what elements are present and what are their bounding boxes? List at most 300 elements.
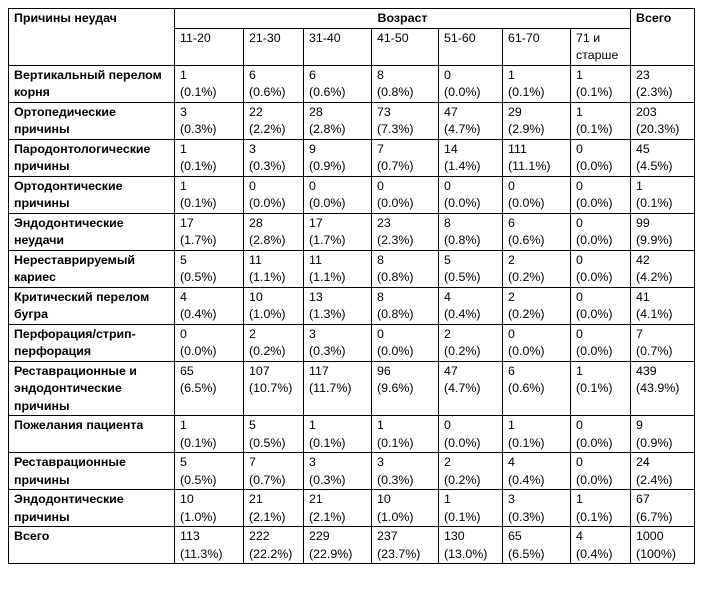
- count-value: 4: [576, 529, 583, 543]
- table-row: [9, 139, 695, 176]
- percent-value: (0.5%): [249, 435, 286, 450]
- row-total-cell: [631, 490, 695, 527]
- table-row: [9, 213, 695, 250]
- count-value: 0: [508, 178, 515, 193]
- table-row: [9, 250, 695, 287]
- count-value: 17: [309, 215, 323, 230]
- count-value: 3: [249, 141, 256, 156]
- age-group-cell: [439, 139, 503, 176]
- row-total-cell: [631, 453, 695, 490]
- age-group-cell: [503, 490, 571, 527]
- table-row: [9, 65, 695, 102]
- count-value: 0: [576, 326, 583, 341]
- age-group-cell: [175, 453, 244, 490]
- age-group-cell: [304, 361, 372, 416]
- count-value: 4: [508, 455, 515, 469]
- count-value: 203: [636, 104, 657, 119]
- percent-value: (0.3%): [508, 509, 545, 524]
- count-value: 6: [508, 363, 515, 378]
- age-group-cell: [175, 65, 244, 102]
- age-group-cell: [175, 361, 244, 416]
- age-group-cell: [304, 65, 372, 102]
- count-value: 1: [576, 492, 583, 506]
- percent-value: (6.7%): [636, 509, 673, 524]
- percent-value: (0.1%): [576, 122, 613, 136]
- count-value: 3: [309, 455, 316, 469]
- count-value: 2: [508, 252, 515, 267]
- age-group-cell: [503, 361, 571, 416]
- count-value: 2: [249, 326, 256, 341]
- age-group-cell: [439, 176, 503, 213]
- percent-value: (4.1%): [636, 307, 673, 321]
- percent-value: (0.4%): [508, 472, 545, 487]
- percent-value: (4.5%): [636, 159, 673, 173]
- count-value: 73: [377, 104, 391, 119]
- count-value: 0: [576, 215, 583, 230]
- percent-value: (0.0%): [576, 270, 613, 284]
- count-value: 1: [180, 67, 187, 82]
- count-value: 1: [444, 492, 451, 506]
- age-group-cell: [372, 287, 439, 324]
- percent-value: (0.3%): [309, 472, 346, 487]
- age-group-cell: [503, 176, 571, 213]
- failure-reason-label: Ортопедические причины: [9, 102, 175, 139]
- percent-value: (22.9%): [309, 546, 353, 561]
- percent-value: (0.1%): [636, 196, 673, 210]
- percent-value: (0.0%): [180, 344, 217, 358]
- percent-value: (0.0%): [377, 196, 414, 210]
- count-value: 0: [377, 178, 384, 193]
- percent-value: (0.0%): [508, 196, 545, 210]
- count-value: 0: [249, 178, 256, 193]
- age-group-cell: [372, 361, 439, 416]
- row-total-cell: [631, 416, 695, 453]
- percent-value: (0.1%): [508, 85, 545, 99]
- age-group-cell: [304, 139, 372, 176]
- age-group-cell: [571, 176, 631, 213]
- count-value: 0: [180, 326, 187, 341]
- table-row: [9, 490, 695, 527]
- age-group-cell: [439, 416, 503, 453]
- percent-value: (0.6%): [309, 85, 346, 99]
- table-row: [9, 361, 695, 416]
- row-total-cell: [631, 287, 695, 324]
- percent-value: (0.8%): [377, 270, 414, 284]
- age-group-cell: [571, 287, 631, 324]
- percent-value: (11.1%): [508, 159, 551, 173]
- percent-value: (0.1%): [444, 509, 481, 524]
- percent-value: (1.7%): [309, 233, 346, 247]
- count-value: 1: [180, 418, 187, 432]
- count-value: 1: [180, 178, 187, 193]
- count-value: 3: [508, 492, 515, 506]
- percent-value: (13.0%): [444, 546, 488, 561]
- percent-value: (1.3%): [309, 307, 346, 321]
- failure-reason-label: Эндодонтические неудачи: [9, 213, 175, 250]
- reason-column-header: Причины неудач: [9, 9, 175, 66]
- count-value: 111: [508, 141, 527, 156]
- count-value: 222: [249, 529, 270, 543]
- percent-value: (1.1%): [309, 270, 346, 284]
- age-group-cell: [439, 490, 503, 527]
- percent-value: (0.0%): [576, 307, 613, 321]
- percent-value: (0.3%): [309, 344, 346, 358]
- count-value: 0: [444, 67, 451, 82]
- percent-value: (11.7%): [309, 381, 352, 395]
- percent-value: (0.3%): [180, 122, 217, 136]
- percent-value: (0.1%): [309, 435, 346, 450]
- count-value: 1: [576, 67, 583, 82]
- age-group-cell: [304, 213, 372, 250]
- count-value: 8: [377, 252, 384, 267]
- age-range-header: 51-60: [439, 28, 503, 65]
- count-value: 1: [508, 67, 515, 82]
- percent-value: (0.4%): [444, 307, 481, 321]
- percent-value: (0.2%): [249, 344, 286, 358]
- percent-value: (9.6%): [377, 381, 414, 395]
- percent-value: (0.1%): [180, 85, 217, 99]
- count-value: 5: [249, 418, 256, 432]
- table-row: [9, 324, 695, 361]
- percent-value: (43.9%): [636, 381, 680, 395]
- percent-value: (2.8%): [249, 233, 286, 247]
- count-value: 47: [444, 104, 458, 119]
- failure-reason-label: Пародонтологические причины: [9, 139, 175, 176]
- age-group-cell: [503, 324, 571, 361]
- percent-value: (0.1%): [576, 85, 613, 99]
- percent-value: (0.8%): [377, 307, 414, 321]
- age-group-cell: [175, 416, 244, 453]
- count-value: 45: [636, 141, 650, 156]
- percent-value: (22.2%): [249, 546, 293, 561]
- percent-value: (0.0%): [508, 344, 545, 358]
- percent-value: (0.3%): [249, 159, 286, 173]
- failure-reason-label: Критический перелом бугра: [9, 287, 175, 324]
- percent-value: (2.3%): [636, 85, 673, 99]
- percent-value: (4.7%): [444, 122, 481, 136]
- age-group-cell: [571, 453, 631, 490]
- percent-value: (2.9%): [508, 122, 545, 136]
- age-group-cell: [175, 176, 244, 213]
- percent-value: (4.7%): [444, 381, 481, 395]
- count-value: 28: [309, 104, 323, 119]
- table-body: [9, 65, 695, 564]
- count-value: 10: [377, 492, 391, 506]
- percent-value: (0.2%): [508, 307, 545, 321]
- age-group-cell: [372, 250, 439, 287]
- count-value: 65: [180, 363, 194, 378]
- percent-value: (0.1%): [180, 196, 217, 210]
- count-value: 130: [444, 529, 465, 543]
- age-group-cell: [304, 453, 372, 490]
- percent-value: (100%): [636, 546, 676, 561]
- percent-value: (2.1%): [309, 509, 346, 524]
- percent-value: (2.8%): [309, 122, 346, 136]
- failure-reason-label: Пожелания пациента: [9, 416, 175, 453]
- age-group-cell: [571, 416, 631, 453]
- count-value: 8: [377, 67, 384, 82]
- age-group-cell: [244, 527, 304, 564]
- age-range-header: 41-50: [372, 28, 439, 65]
- count-value: 7: [377, 141, 384, 156]
- percent-value: (0.0%): [576, 344, 613, 358]
- age-group-header: Возраст: [175, 9, 631, 29]
- count-value: 0: [576, 252, 583, 267]
- age-group-cell: [244, 65, 304, 102]
- failure-reason-label: Реставрационные и эндодонтические причины: [9, 361, 175, 416]
- percent-value: (0.1%): [180, 435, 217, 450]
- age-group-cell: [304, 176, 372, 213]
- age-group-cell: [439, 65, 503, 102]
- age-group-cell: [503, 213, 571, 250]
- percent-value: (9.9%): [636, 233, 673, 247]
- percent-value: (0.2%): [508, 270, 545, 284]
- percent-value: (0.0%): [444, 196, 481, 210]
- age-group-cell: [244, 453, 304, 490]
- percent-value: (0.9%): [636, 435, 673, 450]
- count-value: 0: [444, 418, 451, 432]
- age-group-cell: [503, 65, 571, 102]
- count-value: 99: [636, 215, 650, 230]
- age-group-cell: [175, 139, 244, 176]
- percent-value: (0.4%): [180, 307, 217, 321]
- row-total-cell: [631, 527, 695, 564]
- failure-reasons-table: [8, 8, 695, 564]
- count-value: 0: [576, 141, 583, 156]
- age-group-cell: [372, 102, 439, 139]
- table-row: [9, 453, 695, 490]
- percent-value: (0.5%): [180, 270, 217, 284]
- age-group-cell: [439, 250, 503, 287]
- age-group-cell: [372, 416, 439, 453]
- percent-value: (0.0%): [576, 435, 613, 450]
- percent-value: (0.0%): [444, 435, 481, 450]
- age-group-cell: [175, 324, 244, 361]
- count-value: 0: [576, 289, 583, 304]
- count-value: 8: [444, 215, 451, 230]
- age-group-cell: [571, 324, 631, 361]
- count-value: 2: [444, 326, 451, 341]
- percent-value: (1.0%): [249, 307, 286, 321]
- row-total-cell: [631, 102, 695, 139]
- percent-value: (1.7%): [180, 233, 217, 247]
- percent-value: (23.7%): [377, 546, 421, 561]
- count-value: 10: [180, 492, 194, 506]
- count-value: 5: [180, 252, 187, 267]
- percent-value: (0.1%): [576, 509, 613, 524]
- percent-value: (2.3%): [377, 233, 414, 247]
- percent-value: (0.2%): [444, 472, 481, 487]
- percent-value: (7.3%): [377, 122, 414, 136]
- age-group-cell: [503, 416, 571, 453]
- percent-value: (2.1%): [249, 509, 286, 524]
- age-group-cell: [372, 453, 439, 490]
- count-value: 67: [636, 492, 650, 506]
- count-value: 17: [180, 215, 194, 230]
- count-value: 96: [377, 363, 391, 378]
- count-value: 47: [444, 363, 458, 378]
- percent-value: (1.4%): [444, 159, 481, 173]
- count-value: 7: [636, 326, 643, 341]
- age-group-cell: [304, 287, 372, 324]
- percent-value: (0.4%): [576, 546, 613, 561]
- count-value: 1: [309, 418, 316, 432]
- age-group-cell: [571, 65, 631, 102]
- failure-reason-label: Нереставрируемый кариес: [9, 250, 175, 287]
- age-group-cell: [304, 416, 372, 453]
- count-value: 65: [508, 529, 522, 543]
- age-group-cell: [372, 490, 439, 527]
- percent-value: (0.7%): [249, 472, 286, 487]
- percent-value: (6.5%): [508, 546, 545, 561]
- count-value: 0: [309, 178, 316, 193]
- age-group-cell: [503, 527, 571, 564]
- table-row: [9, 527, 695, 564]
- age-group-cell: [503, 250, 571, 287]
- table-row: [9, 416, 695, 453]
- percent-value: (0.0%): [576, 196, 613, 210]
- row-total-cell: [631, 361, 695, 416]
- percent-value: (0.1%): [508, 435, 545, 450]
- count-value: 9: [636, 418, 643, 432]
- percent-value: (4.2%): [636, 270, 673, 284]
- failure-reason-label: Всего: [9, 527, 175, 564]
- count-value: 3: [180, 104, 187, 119]
- age-group-cell: [175, 250, 244, 287]
- age-group-cell: [439, 324, 503, 361]
- percent-value: (0.3%): [377, 472, 414, 487]
- count-value: 0: [444, 178, 451, 193]
- percent-value: (20.3%): [636, 122, 680, 136]
- percent-value: (0.6%): [249, 85, 286, 99]
- percent-value: (0.0%): [309, 196, 346, 210]
- age-group-cell: [372, 324, 439, 361]
- row-total-cell: [631, 139, 695, 176]
- count-value: 23: [377, 215, 391, 230]
- age-group-cell: [571, 361, 631, 416]
- age-range-header: 21-30: [244, 28, 304, 65]
- percent-value: (0.0%): [576, 472, 613, 487]
- count-value: 4: [180, 289, 187, 304]
- count-value: 10: [249, 289, 263, 304]
- percent-value: (11.3%): [180, 546, 223, 561]
- age-range-header: 31-40: [304, 28, 372, 65]
- count-value: 0: [508, 326, 515, 341]
- table-row: [9, 176, 695, 213]
- age-group-cell: [244, 176, 304, 213]
- count-value: 439: [636, 363, 657, 378]
- age-group-cell: [571, 102, 631, 139]
- row-total-cell: [631, 65, 695, 102]
- percent-value: (0.0%): [444, 85, 481, 99]
- age-group-cell: [503, 102, 571, 139]
- percent-value: (10.7%): [249, 381, 293, 395]
- count-value: 7: [249, 455, 256, 469]
- percent-value: (0.1%): [576, 381, 613, 395]
- count-value: 1: [508, 418, 515, 432]
- count-value: 42: [636, 252, 650, 267]
- count-value: 14: [444, 141, 458, 156]
- age-group-cell: [439, 102, 503, 139]
- age-group-cell: [244, 213, 304, 250]
- age-range-header: 11-20: [175, 28, 244, 65]
- percent-value: (0.7%): [636, 344, 673, 358]
- header-row: [9, 9, 695, 29]
- age-group-cell: [304, 527, 372, 564]
- count-value: 41: [636, 289, 650, 304]
- percent-value: (6.5%): [180, 381, 217, 395]
- count-value: 9: [309, 141, 316, 156]
- age-group-cell: [571, 250, 631, 287]
- failure-reason-label: Эндодонтические причины: [9, 490, 175, 527]
- age-group-cell: [503, 287, 571, 324]
- count-value: 4: [444, 289, 451, 304]
- percent-value: (0.9%): [309, 159, 346, 173]
- count-value: 1: [576, 104, 583, 119]
- age-group-cell: [571, 527, 631, 564]
- count-value: 117: [309, 363, 329, 378]
- age-group-cell: [503, 139, 571, 176]
- percent-value: (0.2%): [444, 344, 481, 358]
- count-value: 1: [576, 363, 583, 378]
- age-group-cell: [439, 361, 503, 416]
- percent-value: (0.0%): [249, 196, 286, 210]
- count-value: 237: [377, 529, 398, 543]
- age-group-cell: [304, 490, 372, 527]
- table-row: [9, 287, 695, 324]
- age-group-cell: [439, 527, 503, 564]
- count-value: 0: [377, 326, 384, 341]
- count-value: 11: [309, 252, 322, 267]
- age-group-cell: [372, 65, 439, 102]
- percent-value: (2.2%): [249, 122, 286, 136]
- percent-value: (0.0%): [576, 233, 613, 247]
- count-value: 2: [444, 455, 451, 469]
- age-group-cell: [175, 527, 244, 564]
- count-value: 13: [309, 289, 323, 304]
- row-total-cell: [631, 250, 695, 287]
- percent-value: (0.5%): [444, 270, 481, 284]
- percent-value: (0.5%): [180, 472, 217, 487]
- age-group-cell: [571, 139, 631, 176]
- age-group-cell: [175, 287, 244, 324]
- age-group-cell: [244, 139, 304, 176]
- age-group-cell: [571, 213, 631, 250]
- percent-value: (0.8%): [444, 233, 481, 247]
- age-group-cell: [372, 139, 439, 176]
- percent-value: (0.6%): [508, 381, 545, 395]
- percent-value: (2.4%): [636, 472, 673, 487]
- failure-reason-label: Вертикальный перелом корня: [9, 65, 175, 102]
- percent-value: (0.1%): [377, 435, 414, 450]
- count-value: 0: [576, 455, 583, 469]
- percent-value: (0.0%): [576, 159, 613, 173]
- percent-value: (1.0%): [377, 509, 414, 524]
- count-value: 1: [180, 141, 187, 156]
- percent-value: (1.1%): [249, 270, 286, 284]
- row-total-cell: [631, 324, 695, 361]
- age-group-cell: [304, 324, 372, 361]
- age-group-cell: [244, 361, 304, 416]
- count-value: 6: [309, 67, 316, 82]
- count-value: 2: [508, 289, 515, 304]
- count-value: 5: [444, 252, 451, 267]
- count-value: 113: [180, 529, 200, 543]
- count-value: 0: [576, 178, 583, 193]
- count-value: 6: [508, 215, 515, 230]
- age-group-cell: [244, 490, 304, 527]
- age-group-cell: [244, 287, 304, 324]
